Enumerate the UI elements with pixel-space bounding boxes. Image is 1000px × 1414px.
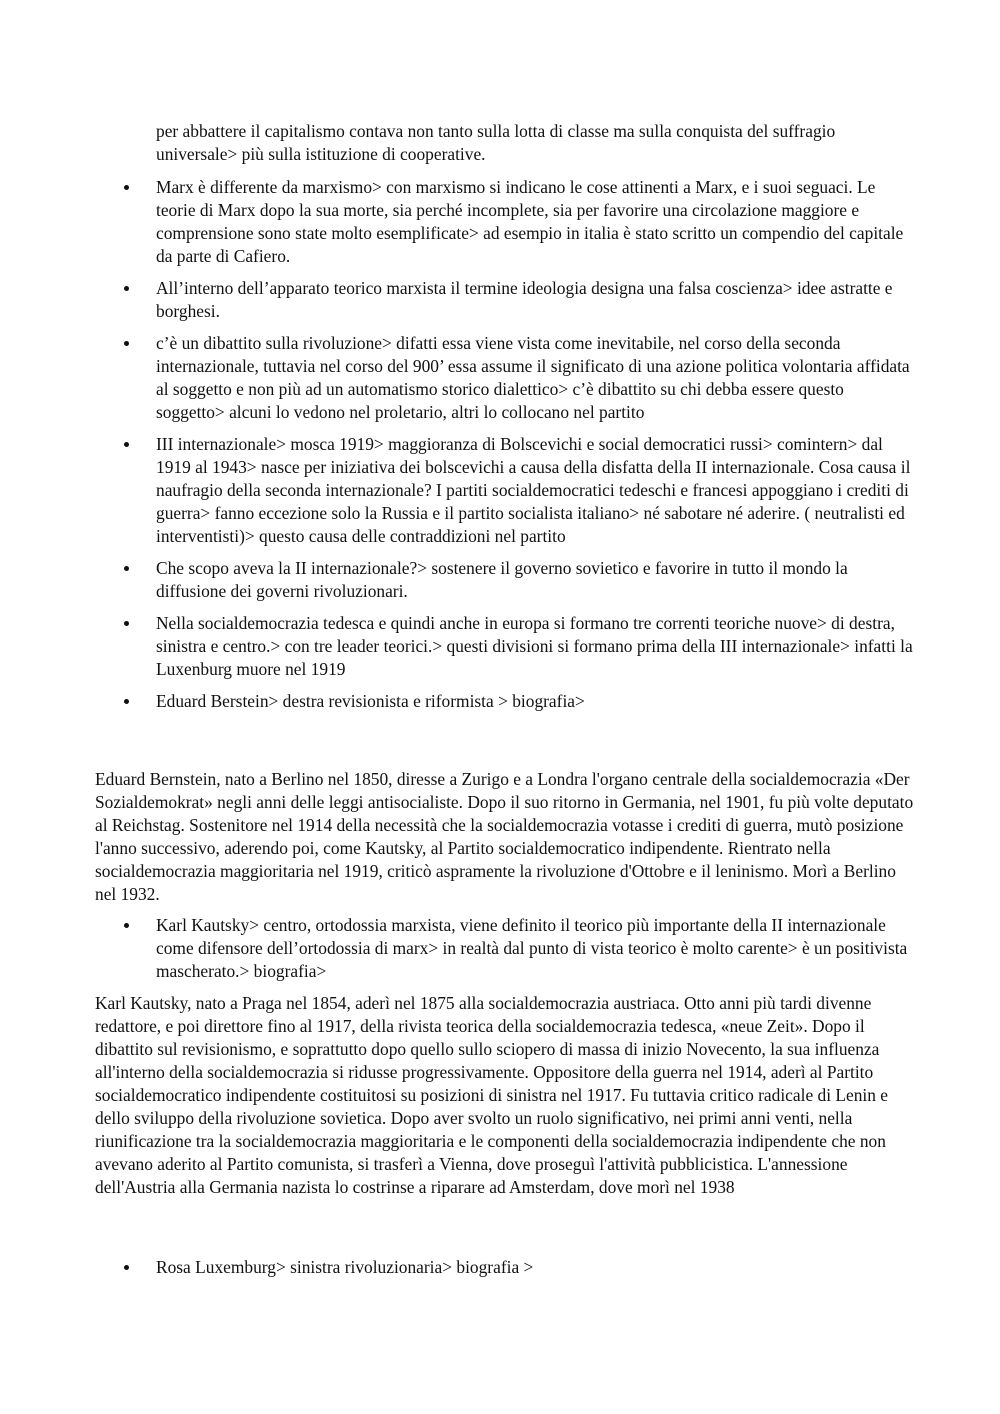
bullet-list-luxemburg: [0, 1256, 1000, 1288]
list-item: [0, 277, 916, 323]
list-item-text: All’interno dell’apparato teorico marxista il termine ideologia designa una falsa coscienza> idee astratte e borghesi.: [156, 278, 893, 321]
bullet-list-kautsky: [0, 914, 1000, 992]
bullet-icon: [124, 621, 129, 626]
continuation-text: per abbattere il capitalismo contava non tanto sulla lotta di classe ma sulla conquista del suffragio universale> più sulla istituzione di cooperative.: [156, 121, 836, 164]
list-item-text: Karl Kautsky> centro, ortodossia marxista, viene definito il teorico più importante della II internazionale come difensore dell’ortodossia di marx> in realtà dal punto di vista teorico è molto carente> è un positivista mascherato.> biografia>: [156, 915, 908, 981]
bullet-icon: [124, 286, 129, 291]
kautsky-biography-paragraph: Karl Kautsky, nato a Praga nel 1854, aderì nel 1875 alla socialdemocrazia austriaca. Otto anni più tardi divenne redattore, e poi direttore fino al 1917, della rivista teorica della socialdemocrazia tedesca, «neue Zeit». Dopo il dibattito sul revisionismo, e soprattutto dopo quello sullo sciopero di massa di inizio Novecento, la sua influenza all'interno della socialdemocrazia si ridusse progressivamente. Oppositore della guerra nel 1914, aderì al Partito socialdemocratico indipendente costituitosi su posizioni di sinistra nel 1917. Fu tuttavia critico radicale di Lenin e dello sviluppo della rivoluzione sovietica. Dopo aver svolto un ruolo significativo, nei primi anni venti, nella riunificazione tra la socialdemocrazia maggioritaria e le componenti della socialdemocrazia indipendente che non avevano aderito al Partito comunista, si trasferì a Vienna, dove proseguì l'attività pubblicistica. L'annessione dell'Austria alla Germania nazista lo costrinse a riparare ad Amsterdam, dove morì nel 1938: [95, 993, 889, 1197]
bullet-icon: [124, 442, 129, 447]
list-item-text: Marx è differente da marxismo> con marxismo si indicano le cose attinenti a Marx, e i suoi seguaci. Le teorie di Marx dopo la sua morte, sia perché incomplete, sia per favorire una circolazione maggiore e comprensione sono state molto esemplificate> ad esempio in italia è stato scritto un compendio del capitale da parte di Cafiero.: [156, 177, 904, 266]
list-item-text: Eduard Berstein> destra revisionista e riformista > biografia>: [156, 691, 585, 711]
bullet-icon: [124, 341, 129, 346]
list-item: [0, 914, 916, 983]
list-item: [0, 1256, 916, 1279]
bullet-icon: [124, 185, 129, 190]
bullet-icon: [124, 566, 129, 571]
list-item: [0, 332, 916, 424]
list-item: [0, 433, 916, 548]
list-item-text: Rosa Luxemburg> sinistra rivoluzionaria> biografia >: [156, 1257, 534, 1277]
bullet-icon: [124, 1265, 129, 1270]
list-item: [0, 176, 916, 268]
bullet-icon: [124, 699, 129, 704]
list-item-text: III internazionale> mosca 1919> maggioranza di Bolscevichi e social democratici russi> comintern> dal 1919 al 1943> nasce per iniziativa dei bolscevichi a causa della disfatta della II internazionale. Cosa causa il naufragio della seconda internazionale? I partiti socialdemocratici tedeschi e francesi appoggiano i crediti di guerra> fanno eccezione solo la Russia e il partito socialista italiano> né sabotare né aderire. ( neutralisti ed interventisti)> questo causa delle contraddizioni nel partito: [156, 434, 911, 546]
bullet-list-main: [0, 176, 1000, 722]
list-item-text: c’è un dibattito sulla rivoluzione> difatti essa viene vista come inevitabile, nel corso della seconda internazionale, tuttavia nel corso del 900’ essa assume il significato di una azione politica volontaria affidata al soggetto e non più ad un automatismo storico dialettico> c’è dibattito su chi debba essere questo soggetto> alcuni lo vedono nel proletario, altri lo collocano nel partito: [156, 333, 910, 422]
list-item-text: Nella socialdemocrazia tedesca e quindi anche in europa si formano tre correnti teoriche nuove> di destra, sinistra e centro.> con tre leader teorici.> questi divisioni si formano prima della III internazionale> infatti la Luxenburg muore nel 1919: [156, 613, 913, 679]
bullet-icon: [124, 923, 129, 928]
list-item-text: Che scopo aveva la II internazionale?> sostenere il governo sovietico e favorire in tutto il mondo la diffusione dei governi rivoluzionari.: [156, 558, 848, 601]
bernstein-biography-paragraph: Eduard Bernstein, nato a Berlino nel 1850, diresse a Zurigo e a Londra l'organo centrale della socialdemocrazia «Der Sozialdemokrat» negli anni delle leggi antisocialiste. Dopo il suo ritorno in Germania, nel 1901, fu più volte deputato al Reichstag. Sostenitore nel 1914 della necessità che la socialdemocrazia votasse i crediti di guerra, mutò posizione l'anno successivo, aderendo poi, come Kautsky, al Partito socialdemocratico indipendente. Rientrato nella socialdemocrazia maggioritaria nel 1919, criticò aspramente la rivoluzione d'Ottobre e il leninismo. Morì a Berlino nel 1932.: [95, 769, 914, 904]
list-item: [0, 690, 916, 713]
list-item: [0, 557, 916, 603]
list-item: [0, 612, 916, 681]
